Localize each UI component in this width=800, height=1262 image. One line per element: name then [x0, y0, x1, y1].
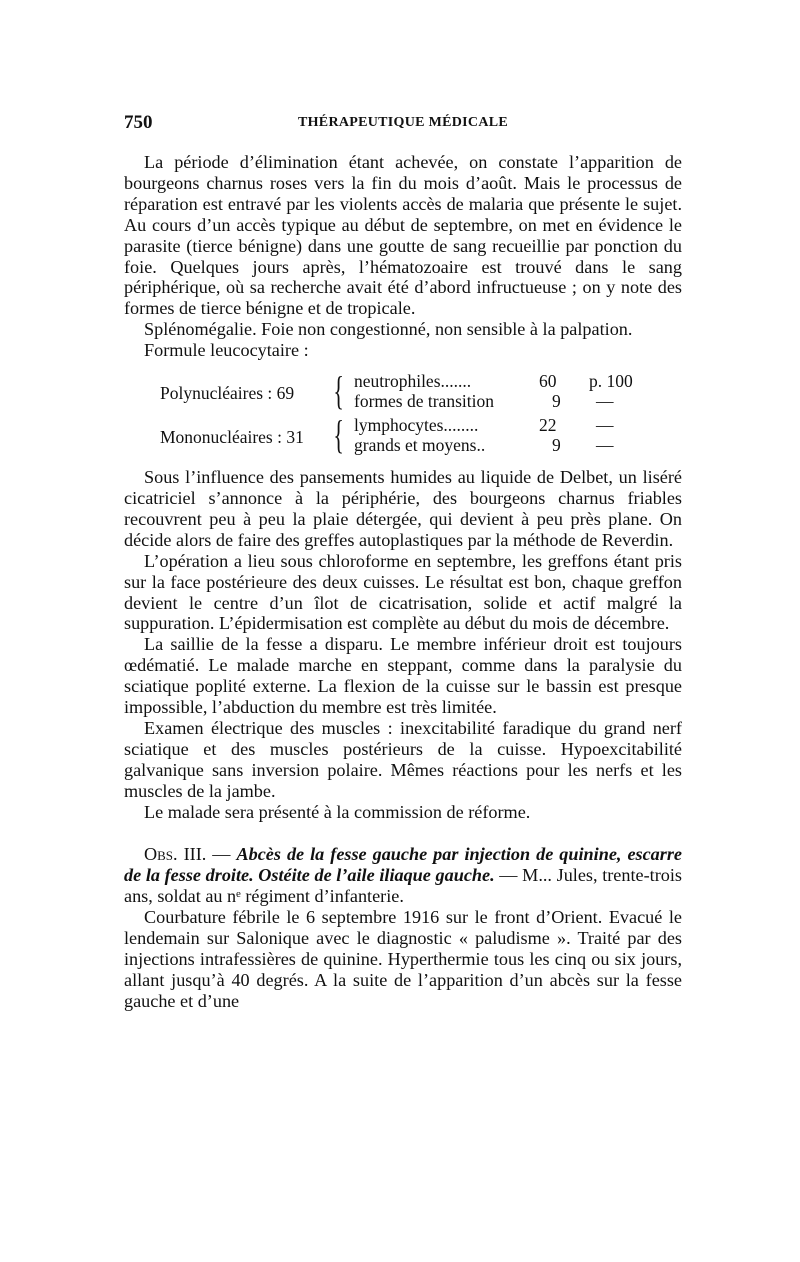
formula-item: neutrophiles.......: [354, 371, 472, 392]
paragraph: Sous l’influence des pansements humides au liquide de Delbet, un liséré cicatriciel s’annonce à la périphérie, des bourgeons charnus friables recouvrent peu à peu la plaie détergée, qui devient à peu près plane. On décide alors de faire des greffes autoplastiques par la méthode de Reverdin.: [124, 467, 682, 550]
brace: {: [333, 412, 344, 458]
paragraph: Courbature fébrile le 6 septembre 1916 sur le front d’Orient. Evacué le lendemain sur Salonique avec le diagnostic « paludisme ». Traité par des injections intrafessières de quinine. Hyperthermie tous les cinq ou six jours, allant jusqu’à 40 degrés. A la suite de l’apparition d’un abcès sur la fesse gauche et d’une: [124, 907, 682, 1011]
paragraph: Formule leucocytaire :: [144, 340, 309, 361]
observation-label: Obs. III.: [144, 844, 207, 865]
formula-item: lymphocytes........: [354, 415, 479, 436]
paragraph: Splénomégalie. Foie non congestionné, non sensible à la palpation.: [144, 319, 633, 340]
formula-item: grands et moyens..: [354, 435, 486, 456]
paragraph: La période d’élimination étant achevée, on constate l’apparition de bourgeons charnus roses vers la fin du mois d’août. Mais le processus de réparation est entravé par les violents accès de malaria que présente le sujet. Au cours d’un accès typique au début de septembre, on met en évidence le parasite (tierce bénigne) dans une goutte de sang recueillie par ponction du foie. Quelques jours après, l’hématozoaire est trouvé dans le sang périphérique, où sa recherche avait été d’abord infructueuse ; on y note des formes de tierce bénigne et de tropicale.: [124, 152, 682, 319]
observation-dash: —: [206, 844, 237, 865]
formula-unit: p. 100: [589, 371, 633, 392]
formula-value: 60: [539, 371, 557, 392]
observation-text: — M... Jules, trente-trois ans, soldat au nᵉ régiment d’infanterie.: [124, 865, 682, 907]
formula-unit: —: [596, 391, 614, 412]
formula-value: 22: [539, 415, 557, 436]
paragraph: Examen électrique des muscles : inexcitabilité faradique du grand nerf sciatique et des muscles postérieurs de la cuisse. Hypoexcitabilité galvanique sans inversion polaire. Mêmes réactions pour les nerfs et les muscles de la jambe.: [124, 717, 682, 801]
formula-group-label: Polynucléaires : 69: [160, 383, 295, 404]
observation-title: Abcès de la fesse gauche par injection de quinine, escarre de la fesse droite. Ostéite de l’aile iliaque gauche.: [124, 844, 682, 886]
page-header: [124, 112, 682, 142]
formula-value: 9: [552, 435, 561, 456]
observation-heading: [124, 844, 682, 907]
running-title: THÉRAPEUTIQUE MÉDICALE: [297, 115, 509, 130]
leukocyte-formula: [124, 369, 682, 459]
paragraph: La saillie de la fesse a disparu. Le membre inférieur droit est toujours œdématié. Le malade marche en steppant, comme dans la paralysie du sciatique poplité externe. La flexion de la cuisse sur le bassin est presque impossible, l’abduction du membre est très limitée.: [124, 634, 682, 718]
paragraph: L’opération a lieu sous chloroforme en septembre, les greffons étant pris sur la face postérieure des deux cuisses. Le résultat est bon, chaque greffon devient le centre d’un îlot de cicatrisation, solide et actif malgré la suppuration. L’épidermisation est complète au début du mois de décembre.: [124, 550, 682, 634]
formula-value: 9: [552, 391, 561, 412]
formula-unit: —: [596, 435, 614, 456]
formula-group-label: Mononucléaires : 31: [160, 427, 304, 448]
body-text: [124, 152, 682, 1012]
formula-item: formes de transition: [354, 391, 494, 412]
paragraph: Le malade sera présenté à la commission de réforme.: [144, 801, 531, 822]
brace: {: [333, 368, 344, 414]
formula-unit: —: [596, 415, 614, 436]
page-number: 750: [124, 112, 153, 133]
